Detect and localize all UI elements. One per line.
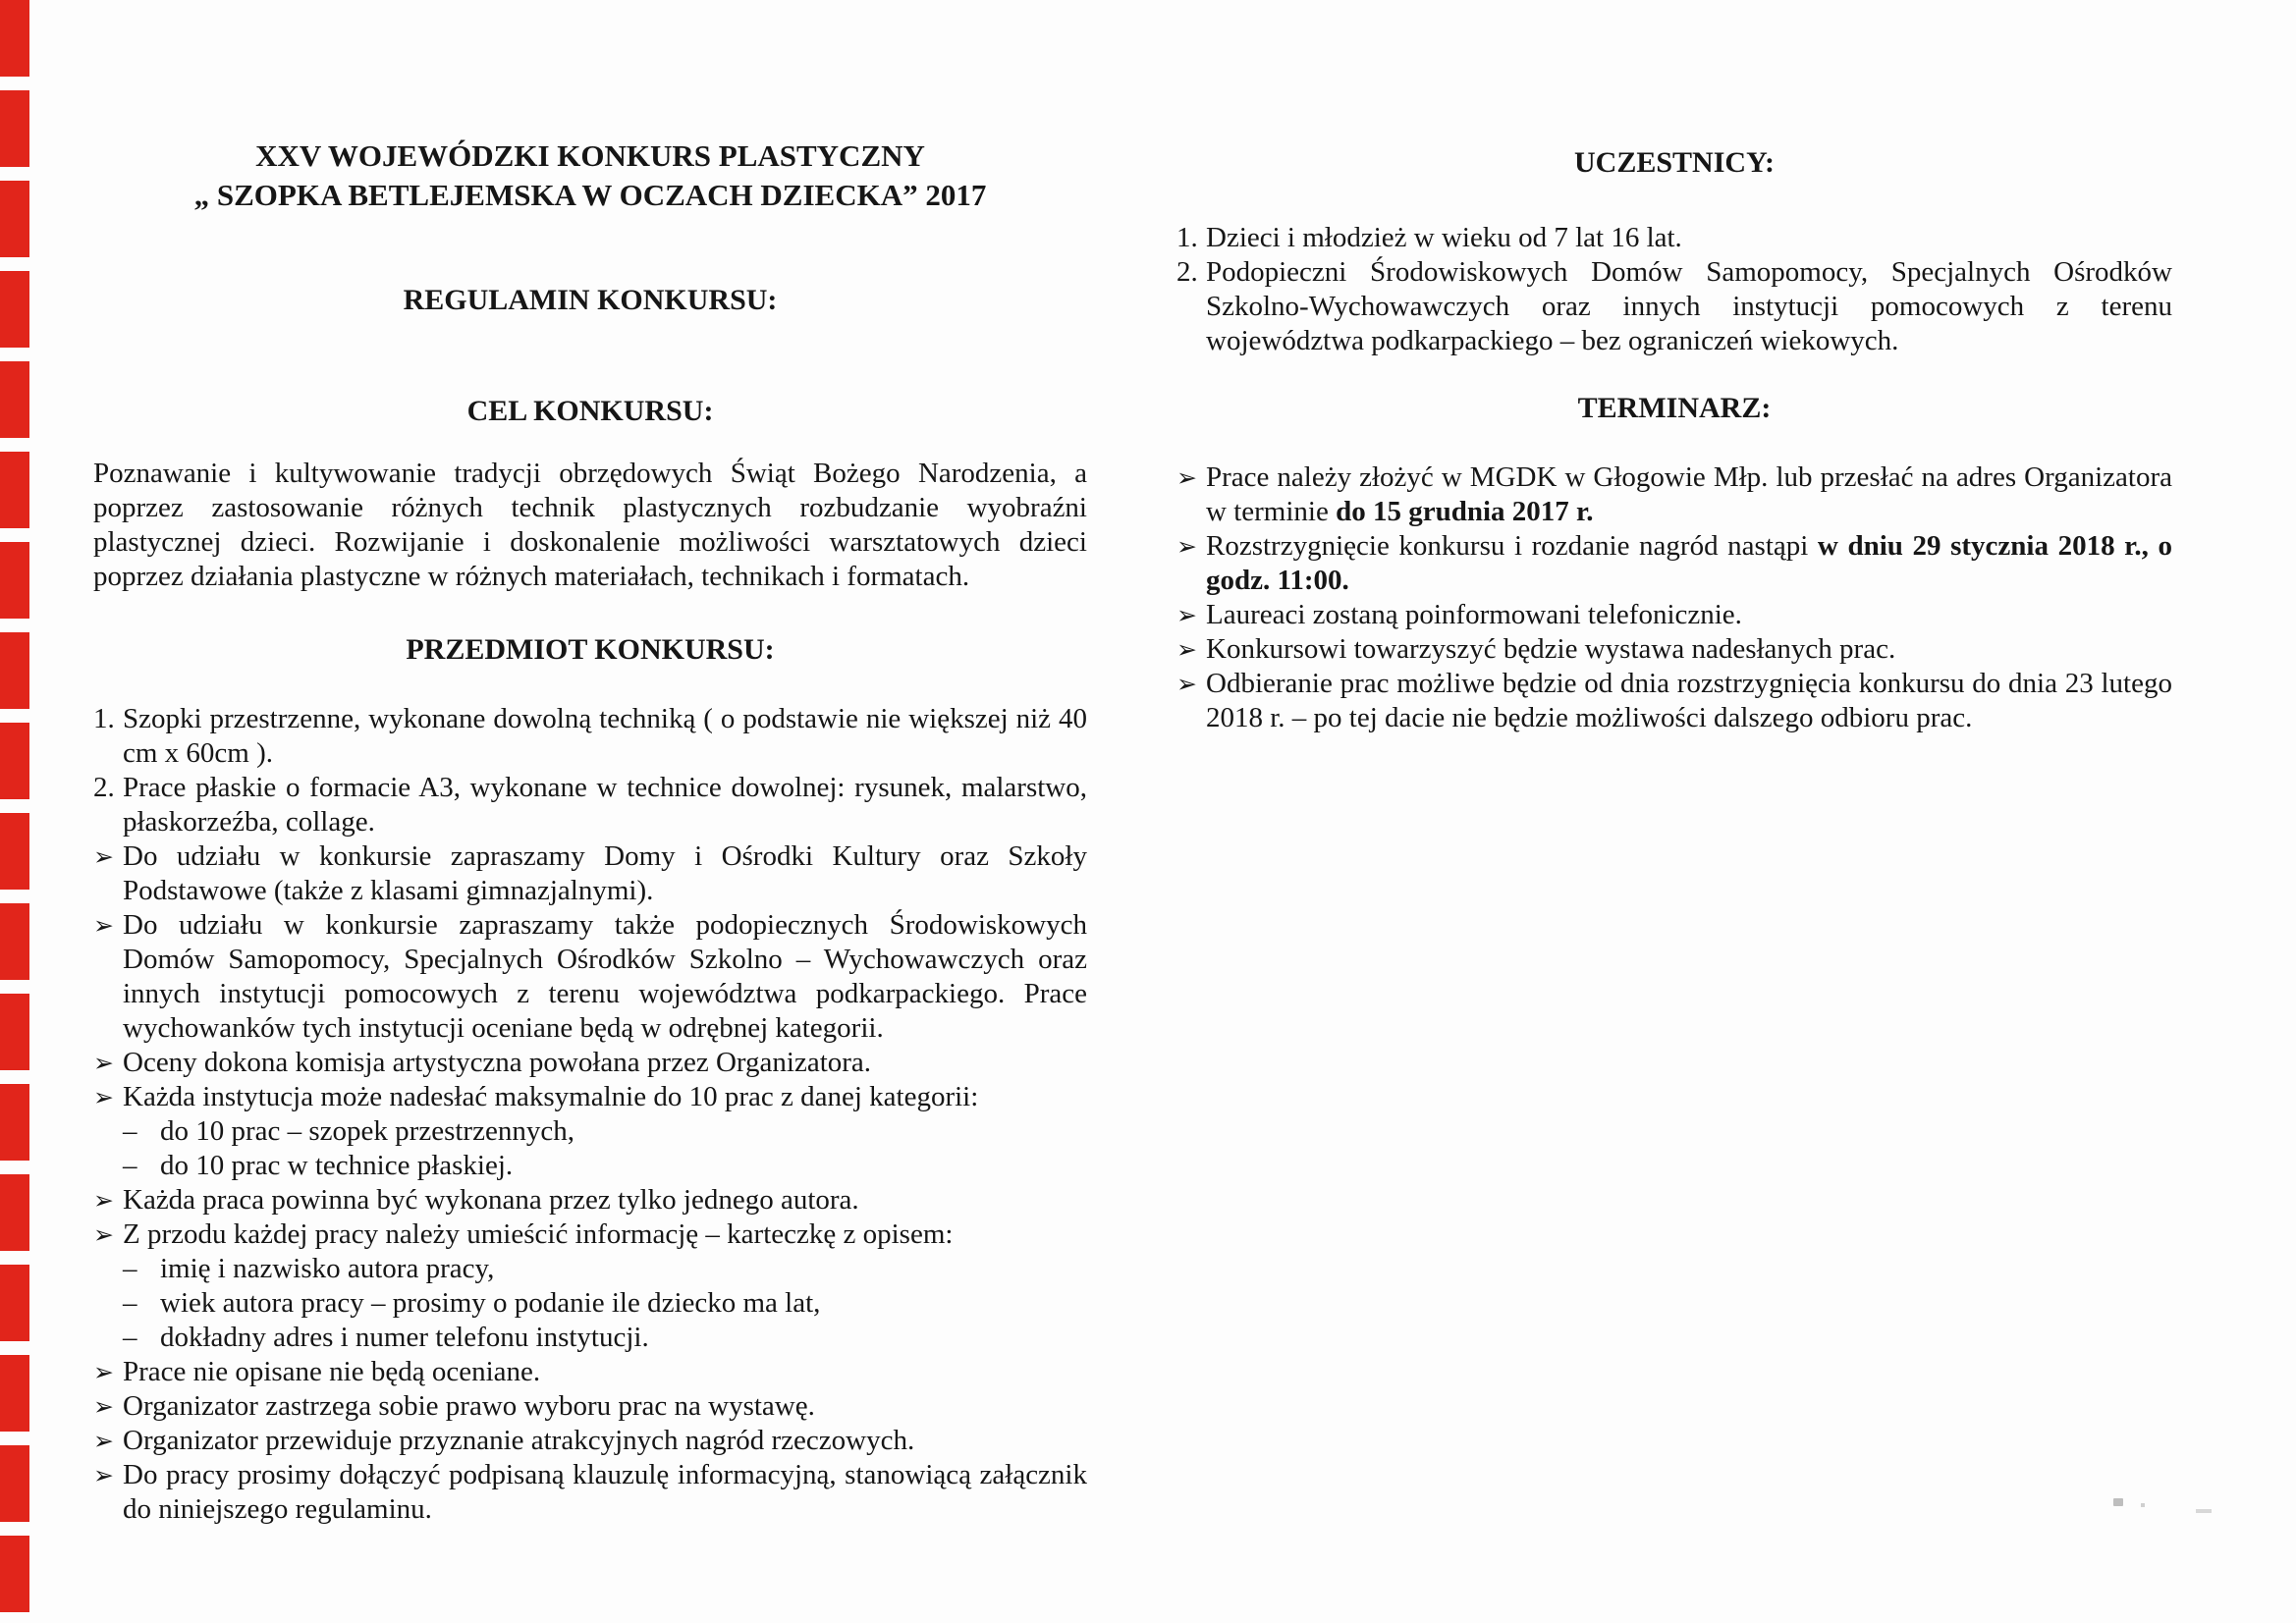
list-item-text: Z przodu każdej pracy należy umieścić informację – karteczkę z opisem: xyxy=(123,1218,954,1250)
scan-artifact-speck xyxy=(2113,1498,2123,1506)
list-item xyxy=(1176,255,2172,358)
sub-list-item xyxy=(93,1321,1087,1355)
item-text-bold: w dniu 29 stycznia 2018 r., o godz. 11:00. xyxy=(1206,530,2172,596)
list-item-text: do 10 prac – szopek przestrzennych, xyxy=(160,1115,574,1147)
list-item-text: Do pracy prosimy dołączyć podpisaną klauzulę informacyjną, stanowiącą załącznik do niniejszego regulaminu. xyxy=(123,1459,1087,1525)
arrow-bullet-icon: ➢ xyxy=(1176,601,1197,629)
przedmiot-heading: PRZEDMIOT KONKURSU: xyxy=(406,633,775,666)
arrow-bullet-icon: ➢ xyxy=(93,842,114,871)
list-item-text: Szopki przestrzenne, wykonane dowolną techniką ( o podstawie nie większej niż 40 cm x 60cm ). xyxy=(123,703,1087,769)
list-marker: 1. xyxy=(1176,222,1198,253)
left-column xyxy=(93,0,1087,1527)
list-item xyxy=(1176,221,2172,255)
arrow-bullet-icon: ➢ xyxy=(93,1186,114,1215)
list-item xyxy=(93,839,1087,908)
list-item xyxy=(1176,529,2172,598)
list-item xyxy=(93,771,1087,839)
list-item-text: Organizator przewiduje przyznanie atrakcyjnych nagród rzeczowych. xyxy=(123,1425,915,1456)
sub-list-item xyxy=(93,1252,1087,1286)
item-text-bold: do 15 grudnia 2017 r. xyxy=(1336,496,1594,527)
arrow-bullet-icon: ➢ xyxy=(1176,670,1197,698)
dash-bullet: – xyxy=(123,1322,137,1353)
list-item-text: Do udziału w konkursie zapraszamy także podopiecznych Środowiskowych Domów Samopomocy, Specjalnych Ośrodków Szkolno – Wychowawczych oraz innych instytucji pomocowych z terenu województwa podkarpackiego. Prace wychowanków tych instytucji oceniane będą w odrębnej kategorii. xyxy=(123,909,1087,1044)
list-marker: 2. xyxy=(93,772,115,803)
arrow-bullet-icon: ➢ xyxy=(93,1083,114,1111)
left-edge-red-binding-strip xyxy=(0,0,29,1623)
list-item-text: Podopieczni Środowiskowych Domów Samopomocy, Specjalnych Ośrodków Szkolno-Wychowawczych oraz innych instytucji pomocowych z terenu województwa podkarpackiego – bez ograniczeń wiekowych. xyxy=(1206,256,2172,356)
terminarz-heading: TERMINARZ: xyxy=(1577,392,1772,424)
list-item-text: Dzieci i młodzież w wieku od 7 lat 16 lat. xyxy=(1206,222,1682,253)
dash-bullet: – xyxy=(123,1287,137,1319)
przedmiot-list xyxy=(93,702,1087,1527)
document-title xyxy=(93,136,1087,215)
list-item xyxy=(93,1458,1087,1527)
list-item-text: Odbieranie prac możliwe będzie od dnia rozstrzygnięcia konkursu do dnia 23 lutego 2018 r. – po tej dacie nie będzie możliwości dalszego odbioru prac. xyxy=(1206,668,2172,733)
arrow-bullet-icon: ➢ xyxy=(93,1049,114,1077)
list-item-text: Do udziału w konkursie zapraszamy Domy i Ośrodki Kultury oraz Szkoły Podstawowe (także z klasami gimnazjalnymi). xyxy=(123,840,1087,906)
list-item-text: Oceny dokona komisja artystyczna powołana przez Organizatora. xyxy=(123,1047,872,1078)
list-marker: 2. xyxy=(1176,256,1198,288)
list-item xyxy=(1176,632,2172,667)
list-item-text: Prace płaskie o formacie A3, wykonane w technice dowolnej: rysunek, malarstwo, płaskorzeźba, collage. xyxy=(123,772,1087,838)
uczestnicy-list xyxy=(1176,221,2172,358)
arrow-bullet-icon: ➢ xyxy=(93,1461,114,1489)
list-item-text: Każda praca powinna być wykonana przez tylko jednego autora. xyxy=(123,1184,859,1216)
scan-artifact-speck xyxy=(2141,1503,2145,1507)
list-item xyxy=(1176,667,2172,735)
list-item-text xyxy=(1206,529,2172,598)
list-item-text: Organizator zastrzega sobie prawo wyboru prac na wystawę. xyxy=(123,1390,815,1422)
list-item-text: wiek autora pracy – prosimy o podanie ile dziecko ma lat, xyxy=(160,1287,821,1319)
dash-bullet: – xyxy=(123,1253,137,1284)
arrow-bullet-icon: ➢ xyxy=(93,1358,114,1386)
dash-bullet: – xyxy=(123,1150,137,1181)
title-line-2: „ SZOPKA BETLEJEMSKA W OCZACH DZIECKA” 2017 xyxy=(193,178,987,212)
sub-list-item xyxy=(93,1286,1087,1321)
uczestnicy-heading: UCZESTNICY: xyxy=(1574,146,1775,179)
sub-list-item xyxy=(93,1114,1087,1149)
list-item xyxy=(93,908,1087,1046)
item-text-regular: Rozstrzygnięcie konkursu i rozdanie nagród nastąpi xyxy=(1206,530,1818,562)
sub-list-item xyxy=(93,1149,1087,1183)
arrow-bullet-icon: ➢ xyxy=(93,911,114,940)
arrow-bullet-icon: ➢ xyxy=(1176,635,1197,664)
list-marker: 1. xyxy=(93,703,115,734)
cel-paragraph: Poznawanie i kultywowanie tradycji obrzędowych Świąt Bożego Narodzenia, a poprzez zastosowanie różnych technik plastycznych rozbudzanie wyobraźni plastycznej dzieci. Rozwijanie i doskonalenie możliwości warsztatowych dzieci poprzez działania plastyczne w różnych materiałach, technikach i formatach. xyxy=(93,458,1087,592)
list-item-text: Laureaci zostaną poinformowani telefonicznie. xyxy=(1206,599,1742,630)
scan-artifact-speck xyxy=(2196,1509,2212,1513)
list-item-text: dokładny adres i numer telefonu instytucji. xyxy=(160,1322,649,1353)
list-item-text: do 10 prac w technice płaskiej. xyxy=(160,1150,514,1181)
list-item xyxy=(93,1424,1087,1458)
right-column xyxy=(1176,0,2172,735)
list-item xyxy=(93,1046,1087,1080)
arrow-bullet-icon: ➢ xyxy=(1176,532,1197,561)
list-item xyxy=(1176,460,2172,529)
regulamin-heading: REGULAMIN KONKURSU: xyxy=(403,284,778,316)
list-item-text: imię i nazwisko autora pracy, xyxy=(160,1253,495,1284)
list-item-text: Każda instytucja może nadesłać maksymalnie do 10 prac z danej kategorii: xyxy=(123,1081,979,1112)
list-item xyxy=(93,1217,1087,1252)
list-item-text: Prace nie opisane nie będą oceniane. xyxy=(123,1356,541,1387)
dash-bullet: – xyxy=(123,1115,137,1147)
cel-heading: CEL KONKURSU: xyxy=(466,395,714,427)
list-item xyxy=(93,1389,1087,1424)
list-item-text xyxy=(1206,460,2172,529)
list-item xyxy=(93,702,1087,771)
list-item xyxy=(93,1183,1087,1217)
list-item-text: Konkursowi towarzyszyć będzie wystawa nadesłanych prac. xyxy=(1206,633,1896,665)
title-line-1: XXV WOJEWÓDZKI KONKURS PLASTYCZNY xyxy=(255,138,925,173)
arrow-bullet-icon: ➢ xyxy=(93,1220,114,1249)
arrow-bullet-icon: ➢ xyxy=(93,1392,114,1421)
arrow-bullet-icon: ➢ xyxy=(1176,463,1197,492)
arrow-bullet-icon: ➢ xyxy=(93,1427,114,1455)
list-item xyxy=(93,1080,1087,1114)
list-item xyxy=(1176,598,2172,632)
item-text-regular: Prace należy złożyć w MGDK w Głogowie Młp. lub przesłać na adres Organizatora w terminie xyxy=(1206,461,2172,527)
terminarz-list xyxy=(1176,460,2172,735)
list-item xyxy=(93,1355,1087,1389)
